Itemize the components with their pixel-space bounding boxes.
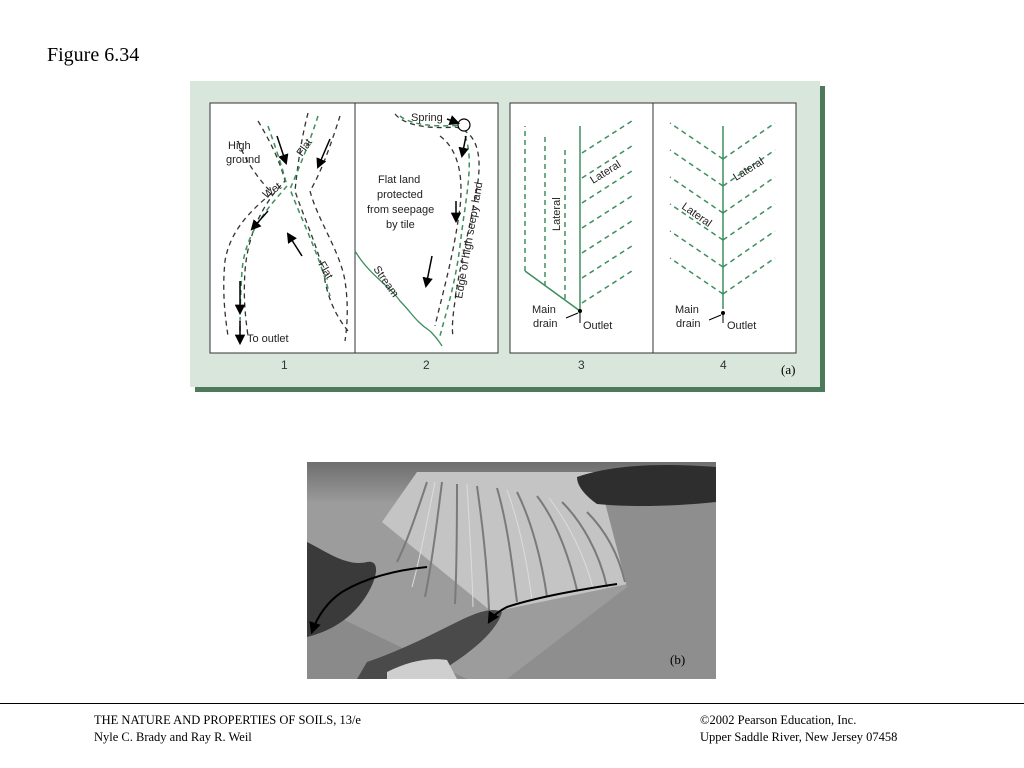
label-main-drain-4a: Main (675, 304, 699, 316)
label-flat-bottom: Flat (315, 259, 335, 282)
label-high-ground-2: ground (226, 154, 261, 166)
footer-divider (0, 703, 1024, 704)
label-edge-seepy-land: Edge of high seepy land (453, 181, 486, 300)
label-main-drain-3a: Main (532, 304, 556, 316)
panel-a-label: (a) (781, 362, 796, 377)
tile-drainage-diagram (190, 81, 820, 387)
box-number-1: 1 (281, 358, 288, 372)
label-lateral-left-3: Lateral (551, 197, 563, 231)
footer-publisher-location: Upper Saddle River, New Jersey 07458 (700, 730, 898, 744)
label-high-ground: High (228, 140, 251, 152)
footer-book-title: THE NATURE AND PROPERTIES OF SOILS, 13/e (94, 713, 361, 727)
label-wet: Wet (260, 180, 284, 202)
label-flat-land-4: by tile (386, 219, 415, 231)
label-flat-land-3: from seepage (367, 204, 435, 216)
label-to-outlet: To outlet (247, 333, 289, 345)
panel-b-label: (b) (670, 652, 686, 667)
label-lateral-right-3: Lateral (588, 158, 624, 187)
aerial-field-photo (307, 462, 716, 679)
label-main-drain-4b: drain (676, 318, 701, 330)
figure-title: Figure 6.34 (47, 44, 140, 66)
footer-copyright: ©2002 Pearson Education, Inc. (700, 713, 857, 727)
label-flat-top: Flat (294, 136, 315, 159)
label-main-drain-3b: drain (533, 318, 558, 330)
label-lateral-left-4: Lateral (679, 200, 714, 230)
label-spring: Spring (411, 112, 443, 124)
box-number-3: 3 (578, 358, 585, 372)
box-number-2: 2 (423, 358, 430, 372)
label-flat-land-2: protected (377, 189, 423, 201)
label-lateral-right-4: Lateral (731, 155, 767, 184)
label-flat-land-1: Flat land (378, 174, 421, 186)
footer-authors: Nyle C. Brady and Ray R. Weil (94, 730, 252, 744)
label-stream: Stream (370, 263, 401, 300)
label-outlet-4: Outlet (727, 320, 757, 332)
box-number-4: 4 (720, 358, 727, 372)
footer-right (700, 712, 897, 746)
footer-left (94, 712, 361, 746)
label-outlet-3: Outlet (583, 320, 613, 332)
